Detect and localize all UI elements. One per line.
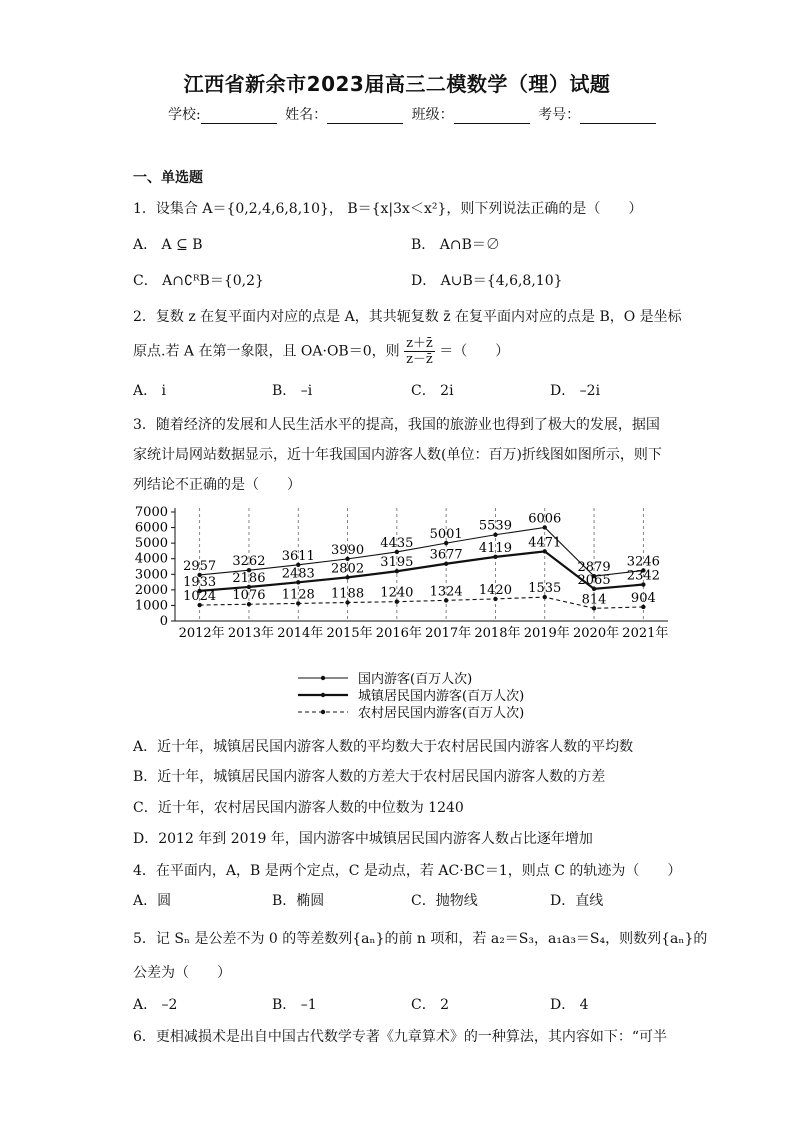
q3-option-b: B．近十年，城镇居民国内游客人数的方差大于农村居民国内游客人数的方差 <box>133 769 606 785</box>
class-blank[interactable] <box>454 109 530 124</box>
number-label: 考号： <box>538 107 581 123</box>
x-tick-label: 2018年 <box>474 626 521 641</box>
y-tick-label: 4000 <box>134 551 168 567</box>
q3-line2: 家统计局网站数据显示，近十年我国国内游客人数(单位：百万)折线图如图所示，则下 <box>133 447 662 463</box>
x-tick-label: 2016年 <box>375 626 422 641</box>
legend-marker-1 <box>321 676 325 680</box>
q2-option-d: D． –2i <box>550 383 601 399</box>
q1-option-a: A． A ⊆ B <box>133 237 203 253</box>
series-3-data-label: 1076 <box>232 588 266 604</box>
series-3-data-label: 1535 <box>528 581 562 597</box>
school-blank[interactable] <box>201 109 277 124</box>
q5-option-d: D． 4 <box>550 997 589 1013</box>
x-tick-label: 2012年 <box>178 626 225 641</box>
series-1-data-label: 3246 <box>626 554 660 570</box>
q2-fraction <box>404 336 435 367</box>
q4-option-c: C．抛物线 <box>411 893 478 909</box>
y-tick-label: 5000 <box>134 536 168 552</box>
student-info-row <box>168 104 660 124</box>
q4-option-d: D．直线 <box>550 893 604 909</box>
class-label: 班级： <box>411 107 454 123</box>
q3-line3: 列结论不正确的是（ ） <box>133 477 301 493</box>
q1-option-b: B． A∩B＝∅ <box>411 237 500 253</box>
q2-option-a: A． i <box>133 383 167 399</box>
series-1-data-label: 2957 <box>183 558 217 574</box>
x-tick-label: 2021年 <box>622 626 669 641</box>
series-2-data-label: 1933 <box>183 574 217 590</box>
y-tick-label: 0 <box>159 614 168 629</box>
legend-marker-3 <box>321 710 325 714</box>
series-3-data-label: 1324 <box>429 584 463 600</box>
q5-option-a: A． –2 <box>133 997 178 1013</box>
q6-line1: 6．更相减损术是出自中国古代数学专著《九章算术》的一种算法，其内容如下：“可半 <box>133 1029 668 1045</box>
y-tick-label: 1000 <box>134 598 168 614</box>
q2-option-c: C． 2i <box>411 383 454 399</box>
q3-option-d: D．2012 年到 2019 年，国内游客中城镇居民国内游客人数占比逐年增加 <box>133 831 593 847</box>
legend-label-3: 农村居民国内游客(百万人次) <box>358 706 525 721</box>
series-2-data-label: 2802 <box>331 561 365 577</box>
q1-stem: 1．设集合 A＝{0,2,4,6,8,10}， B＝{x|3x＜x²}，则下列说法正确的是（ ） <box>133 201 643 217</box>
q5-line2: 公差为（ ） <box>133 965 231 981</box>
x-tick-label: 2017年 <box>425 626 472 641</box>
y-tick-label: 7000 <box>134 505 168 520</box>
legend-label-1: 国内游客(百万人次) <box>358 672 473 687</box>
q2-fraction-numerator: z＋z̄ <box>406 336 433 351</box>
series-1-data-label: 3262 <box>232 554 266 570</box>
series-line-3 <box>200 597 644 608</box>
q1-option-c: C． A∩∁ᴿB＝{0,2} <box>133 273 264 289</box>
x-tick-label: 2015年 <box>326 626 373 641</box>
x-tick-label: 2020年 <box>573 626 620 641</box>
legend-marker-2 <box>321 693 325 697</box>
series-1-data-label: 3990 <box>331 542 365 558</box>
series-2-data-label: 4471 <box>528 535 562 551</box>
series-1-data-label: 3611 <box>281 548 315 564</box>
q2-line2-post: ＝（ ） <box>439 343 510 360</box>
series-1-data-label: 4435 <box>380 535 414 551</box>
series-3-data-label: 1024 <box>183 589 217 605</box>
series-2-data-label: 3677 <box>429 547 463 563</box>
q5-option-c: C． 2 <box>411 997 450 1013</box>
q5-option-b: B． –1 <box>272 997 317 1013</box>
q4-option-a: A．圆 <box>133 893 172 909</box>
x-tick-label: 2013年 <box>227 626 274 641</box>
series-3-data-label: 1128 <box>281 587 315 603</box>
name-blank[interactable] <box>327 109 403 124</box>
series-3-data-label: 904 <box>630 590 656 606</box>
series-2-data-label: 2342 <box>626 568 660 584</box>
series-2-data-label: 2065 <box>577 572 611 588</box>
series-2-data-label: 2483 <box>281 566 315 582</box>
y-tick-label: 6000 <box>134 520 168 536</box>
legend-label-2: 城镇居民国内游客(百万人次) <box>358 689 525 704</box>
y-tick-label: 3000 <box>134 567 168 583</box>
q4-option-b: B．椭圆 <box>272 893 325 909</box>
series-1-data-label: 2879 <box>577 560 611 576</box>
q3-option-a: A．近十年，城镇居民国内游客人数的平均数大于农村居民国内游客人数的平均数 <box>133 739 634 755</box>
school-label: 学校: <box>168 107 201 123</box>
series-2-data-label: 3195 <box>380 555 414 571</box>
series-1-data-label: 6006 <box>528 511 562 527</box>
tourist-line-chart <box>120 500 680 730</box>
series-1-data-label: 5001 <box>429 527 463 543</box>
y-tick-label: 2000 <box>134 582 168 598</box>
q2-fraction-denominator: z－z̄ <box>406 352 433 367</box>
x-tick-label: 2014年 <box>277 626 324 641</box>
q2-line1: 2．复数 z 在复平面内对应的点是 A，其共轭复数 z̄ 在复平面内对应的点是 B，O 是坐标 <box>133 309 682 325</box>
q3-option-c: C．近十年，农村居民国内游客人数的中位数为 1240 <box>133 800 464 816</box>
series-3-data-label: 1420 <box>478 582 512 598</box>
chart-layer <box>135 505 668 721</box>
q3-line1: 3．随着经济的发展和人民生活水平的提高，我国的旅游业也得到了极大的发展，据国 <box>133 417 660 433</box>
exam-title: 江西省新余市2023届高三二模数学（理）试题 <box>183 72 611 96</box>
q4-stem: 4．在平面内，A，B 是两个定点，C 是动点，若 AC·BC＝1，则点 C 的轨迹为（ ） <box>133 863 682 879</box>
name-label: 姓名： <box>285 107 328 123</box>
q2-line2 <box>133 336 509 367</box>
series-3-data-label: 1240 <box>380 585 414 601</box>
q2-line2-pre: 原点.若 A 在第一象限，且 OA·OB＝0，则 <box>133 343 400 360</box>
x-tick-label: 2019年 <box>523 626 570 641</box>
series-2-data-label: 2186 <box>232 570 266 586</box>
series-1-data-label: 5539 <box>478 518 512 534</box>
section-heading: 一、单选题 <box>133 170 203 186</box>
series-3-data-label: 1188 <box>331 586 365 602</box>
series-3-data-label: 814 <box>581 592 607 608</box>
number-blank[interactable] <box>580 109 656 124</box>
q2-option-b: B． –i <box>272 383 313 399</box>
q1-option-d: D． A∪B＝{4,6,8,10} <box>411 273 563 289</box>
series-2-data-label: 4119 <box>478 540 512 556</box>
q5-line1: 5．记 Sₙ 是公差不为 0 的等差数列{aₙ}的前 n 项和，若 a₂＝S₃，a₁a₃＝S₄，则数列{aₙ}的 <box>133 931 708 947</box>
